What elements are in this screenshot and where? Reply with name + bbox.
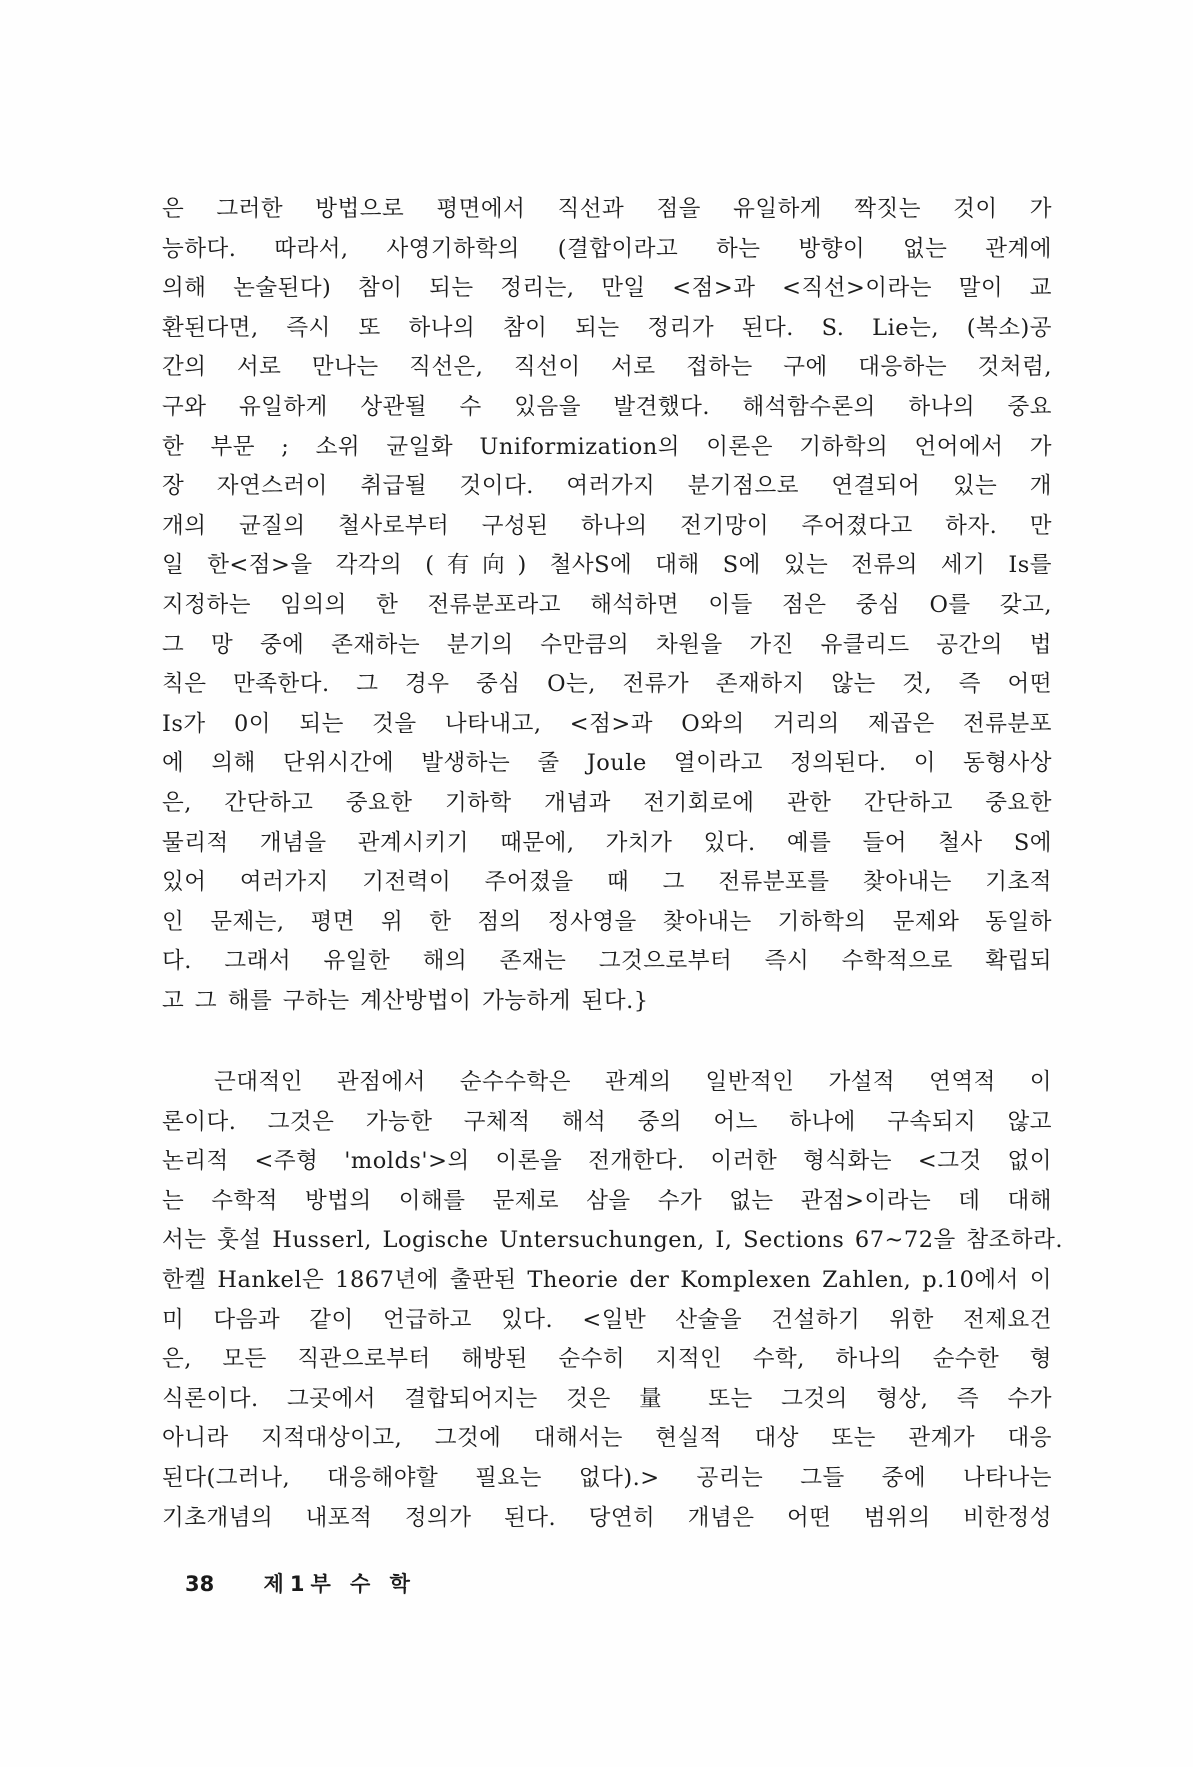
text-line: 능하다. 따라서, 사영기하학의 (결합이라고 하는 방향이 없는 관계에 [162,235,1052,262]
text-line: 에 의해 단위시간에 발생하는 줄 Joule 열이라고 정의된다. 이 동형사상 [162,750,1052,777]
text-line: 아니라 지적대상이고, 그것에 대해서는 현실적 대상 또는 관계가 대응 [162,1425,1052,1452]
text-line: 물리적 개념을 관계시키기 때문에, 가치가 있다. 예를 들어 철사 S에 [162,829,1052,856]
text-line: 미 다음과 같이 언급하고 있다. <일반 산술을 건설하기 위한 전제요건 [162,1306,1052,1333]
text-line: 고 그 해를 구하는 계산방법이 가능하게 된다.} [162,987,649,1014]
text-line: 의해 논술된다) 참이 되는 정리는, 만일 <점>과 <직선>이라는 말이 교 [162,275,1052,302]
text-line: 은, 모든 직관으로부터 해방된 순수히 지적인 수학, 하나의 순수한 형 [162,1346,1052,1373]
page-footer [185,1568,416,1598]
text-line: 간의 서로 만나는 직선은, 직선이 서로 접하는 구에 대응하는 것처럼, [162,354,1052,381]
text-line: 인 문제는, 평면 위 한 점의 정사영을 찾아내는 기하학의 문제와 동일하 [162,908,1052,935]
text-line: Is가 0이 되는 것을 나타내고, <점>과 O와의 거리의 제곱은 전류분포 [162,710,1052,737]
text-line: 한 부문 ; 소위 균일화 Uniformization의 이론은 기하학의 언어에서 가 [162,433,1052,460]
text-line: 있어 여러가지 기전력이 주어졌을 때 그 전류분포를 찾아내는 기초적 [162,869,1052,896]
text-line: 그 망 중에 존재하는 분기의 수만큼의 차원을 가진 유클리드 공간의 법 [162,631,1052,658]
text-line: 된다(그러나, 대응해야할 필요는 없다).> 공리는 그들 중에 나타나는 [162,1464,1052,1491]
text-line: 론이다. 그것은 가능한 구체적 해석 중의 어느 하나에 구속되지 않고 [162,1108,1052,1135]
text-line: 은 그러한 방법으로 평면에서 직선과 점을 유일하게 짝짓는 것이 가 [162,196,1052,222]
text-line: 은, 간단하고 중요한 기하학 개념과 전기회로에 관한 간단하고 중요한 [162,789,1052,816]
text-line: 식론이다. 그곳에서 결합되어지는 것은 量 또는 그것의 형상, 즉 수가 [162,1385,1052,1412]
text-line: 환된다면, 즉시 또 하나의 참이 되는 정리가 된다. S. Lie는, (복소)공 [162,314,1052,341]
text-line: 서는 훗설 Husserl, Logische Untersuchungen, I, Sections 67~72을 참조하라. [162,1227,1063,1254]
text-line: 근대적인 관점에서 순수수학은 관계의 일반적인 가설적 연역적 이 [214,1069,1052,1095]
text-line: 논리적 <주형 'molds'>의 이론을 전개한다. 이러한 형식화는 <그것 없이 [162,1148,1052,1175]
paragraph-pure-mathematics [162,1063,1063,1538]
text-line: 는 수학적 방법의 이해를 문제로 삼을 수가 없는 관점>이라는 데 대해 [162,1187,1052,1214]
text-line: 한켈 Hankel은 1867년에 출판된 Theorie der Komplexen Zahlen, p.10에서 이 [162,1266,1052,1293]
text-line: 구와 유일하게 상관될 수 있음을 발견했다. 해석함수론의 하나의 중요 [162,393,1052,420]
paragraph-electric-network [162,190,1052,1021]
text-line: 칙은 만족한다. 그 경우 중심 O는, 전류가 존재하지 않는 것, 즉 어떤 [162,671,1052,698]
text-line: 지정하는 임의의 한 전류분포라고 해석하면 이들 점은 중심 O를 갖고, [162,591,1052,618]
text-line: 기초개념의 내포적 정의가 된다. 당연히 개념은 어떤 범위의 비한정성 [162,1504,1052,1531]
text-line: 개의 균질의 철사로부터 구성된 하나의 전기망이 주어졌다고 하자. 만 [162,512,1052,539]
page-number: 38 [185,1572,215,1596]
text-line: 다. 그래서 유일한 해의 존재는 그것으로부터 즉시 수학적으로 확립되 [162,948,1052,975]
section-label: 제1부 수 학 [263,1572,416,1596]
text-line: 일 한<점>을 각각의 (有向) 철사S에 대해 S에 있는 전류의 세기 Is를 [162,552,1052,579]
text-line: 장 자연스러이 취급될 것이다. 여러가지 분기점으로 연결되어 있는 개 [162,473,1052,500]
